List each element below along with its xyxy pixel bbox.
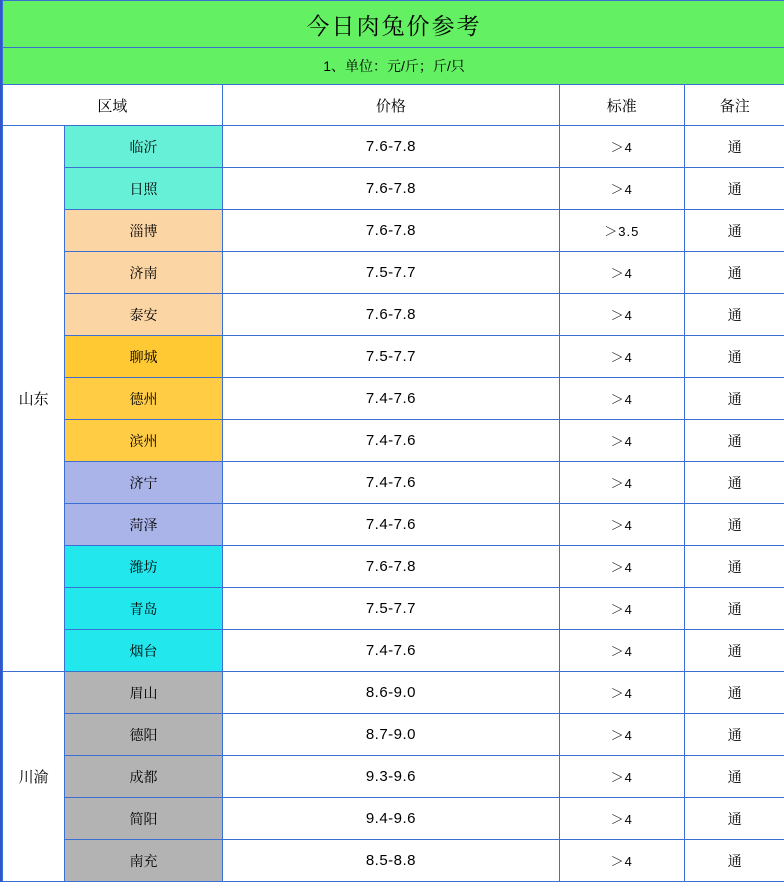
city-label: 南充 <box>65 840 223 882</box>
table-row <box>3 588 784 630</box>
city-label: 济宁 <box>65 462 223 504</box>
price-value: 8.6-9.0 <box>222 672 559 714</box>
table-row <box>3 504 784 546</box>
standard-value: ＞4 <box>560 756 684 798</box>
note-value: 通 <box>684 294 784 336</box>
table-row <box>3 294 784 336</box>
unit-note: 1、单位：元/斤；斤/只 <box>3 48 784 85</box>
standard-value: ＞4 <box>560 168 684 210</box>
price-value: 7.6-7.8 <box>222 294 559 336</box>
standard-value: ＞4 <box>560 294 684 336</box>
table-row <box>3 546 784 588</box>
city-label: 简阳 <box>65 798 223 840</box>
standard-value: ＞4 <box>560 672 684 714</box>
note-value: 通 <box>684 168 784 210</box>
unit-note-row <box>3 48 784 85</box>
table-row <box>3 714 784 756</box>
city-label: 滨州 <box>65 420 223 462</box>
note-value: 通 <box>684 630 784 672</box>
city-label: 淄博 <box>65 210 223 252</box>
price-value: 7.5-7.7 <box>222 588 559 630</box>
price-value: 9.4-9.6 <box>222 798 559 840</box>
note-value: 通 <box>684 588 784 630</box>
price-value: 8.5-8.8 <box>222 840 559 882</box>
table-row <box>3 210 784 252</box>
standard-value: ＞4 <box>560 420 684 462</box>
price-value: 7.4-7.6 <box>222 462 559 504</box>
table-row <box>3 630 784 672</box>
note-value: 通 <box>684 336 784 378</box>
note-value: 通 <box>684 756 784 798</box>
note-value: 通 <box>684 504 784 546</box>
price-value: 8.7-9.0 <box>222 714 559 756</box>
city-label: 青岛 <box>65 588 223 630</box>
rabbit-price-table <box>2 0 784 882</box>
header-region: 区域 <box>3 85 223 126</box>
table-row <box>3 798 784 840</box>
city-label: 烟台 <box>65 630 223 672</box>
note-value: 通 <box>684 714 784 756</box>
city-label: 济南 <box>65 252 223 294</box>
standard-value: ＞3.5 <box>560 210 684 252</box>
header-note: 备注 <box>684 85 784 126</box>
standard-value: ＞4 <box>560 630 684 672</box>
city-label: 泰安 <box>65 294 223 336</box>
standard-value: ＞4 <box>560 546 684 588</box>
header-row <box>3 85 784 126</box>
page-title: 今日肉兔价参考 <box>3 1 784 48</box>
standard-value: ＞4 <box>560 714 684 756</box>
standard-value: ＞4 <box>560 798 684 840</box>
standard-value: ＞4 <box>560 378 684 420</box>
note-value: 通 <box>684 420 784 462</box>
price-value: 7.4-7.6 <box>222 420 559 462</box>
price-value: 7.6-7.8 <box>222 168 559 210</box>
table-row <box>3 840 784 882</box>
table-row <box>3 420 784 462</box>
table-row <box>3 336 784 378</box>
table-row <box>3 168 784 210</box>
price-value: 9.3-9.6 <box>222 756 559 798</box>
table-row <box>3 252 784 294</box>
city-label: 临沂 <box>65 126 223 168</box>
note-value: 通 <box>684 840 784 882</box>
header-price: 价格 <box>222 85 559 126</box>
note-value: 通 <box>684 798 784 840</box>
price-value: 7.6-7.8 <box>222 210 559 252</box>
note-value: 通 <box>684 378 784 420</box>
table-row <box>3 462 784 504</box>
header-standard: 标准 <box>560 85 684 126</box>
note-value: 通 <box>684 672 784 714</box>
price-value: 7.5-7.7 <box>222 336 559 378</box>
city-label: 成都 <box>65 756 223 798</box>
city-label: 眉山 <box>65 672 223 714</box>
price-value: 7.6-7.8 <box>222 546 559 588</box>
standard-value: ＞4 <box>560 588 684 630</box>
table-row <box>3 126 784 168</box>
price-value: 7.5-7.7 <box>222 252 559 294</box>
standard-value: ＞4 <box>560 336 684 378</box>
standard-value: ＞4 <box>560 462 684 504</box>
standard-value: ＞4 <box>560 252 684 294</box>
standard-value: ＞4 <box>560 504 684 546</box>
price-value: 7.6-7.8 <box>222 126 559 168</box>
city-label: 潍坊 <box>65 546 223 588</box>
table-row <box>3 378 784 420</box>
city-label: 日照 <box>65 168 223 210</box>
city-label: 菏泽 <box>65 504 223 546</box>
note-value: 通 <box>684 252 784 294</box>
table-row <box>3 672 784 714</box>
region-label: 川渝 <box>3 672 65 882</box>
region-label: 山东 <box>3 126 65 672</box>
title-row <box>3 1 784 48</box>
price-value: 7.4-7.6 <box>222 378 559 420</box>
note-value: 通 <box>684 462 784 504</box>
standard-value: ＞4 <box>560 840 684 882</box>
note-value: 通 <box>684 210 784 252</box>
note-value: 通 <box>684 546 784 588</box>
city-label: 聊城 <box>65 336 223 378</box>
city-label: 德州 <box>65 378 223 420</box>
table-body <box>3 1 784 882</box>
standard-value: ＞4 <box>560 126 684 168</box>
price-value: 7.4-7.6 <box>222 504 559 546</box>
price-value: 7.4-7.6 <box>222 630 559 672</box>
table-row <box>3 756 784 798</box>
city-label: 德阳 <box>65 714 223 756</box>
note-value: 通 <box>684 126 784 168</box>
